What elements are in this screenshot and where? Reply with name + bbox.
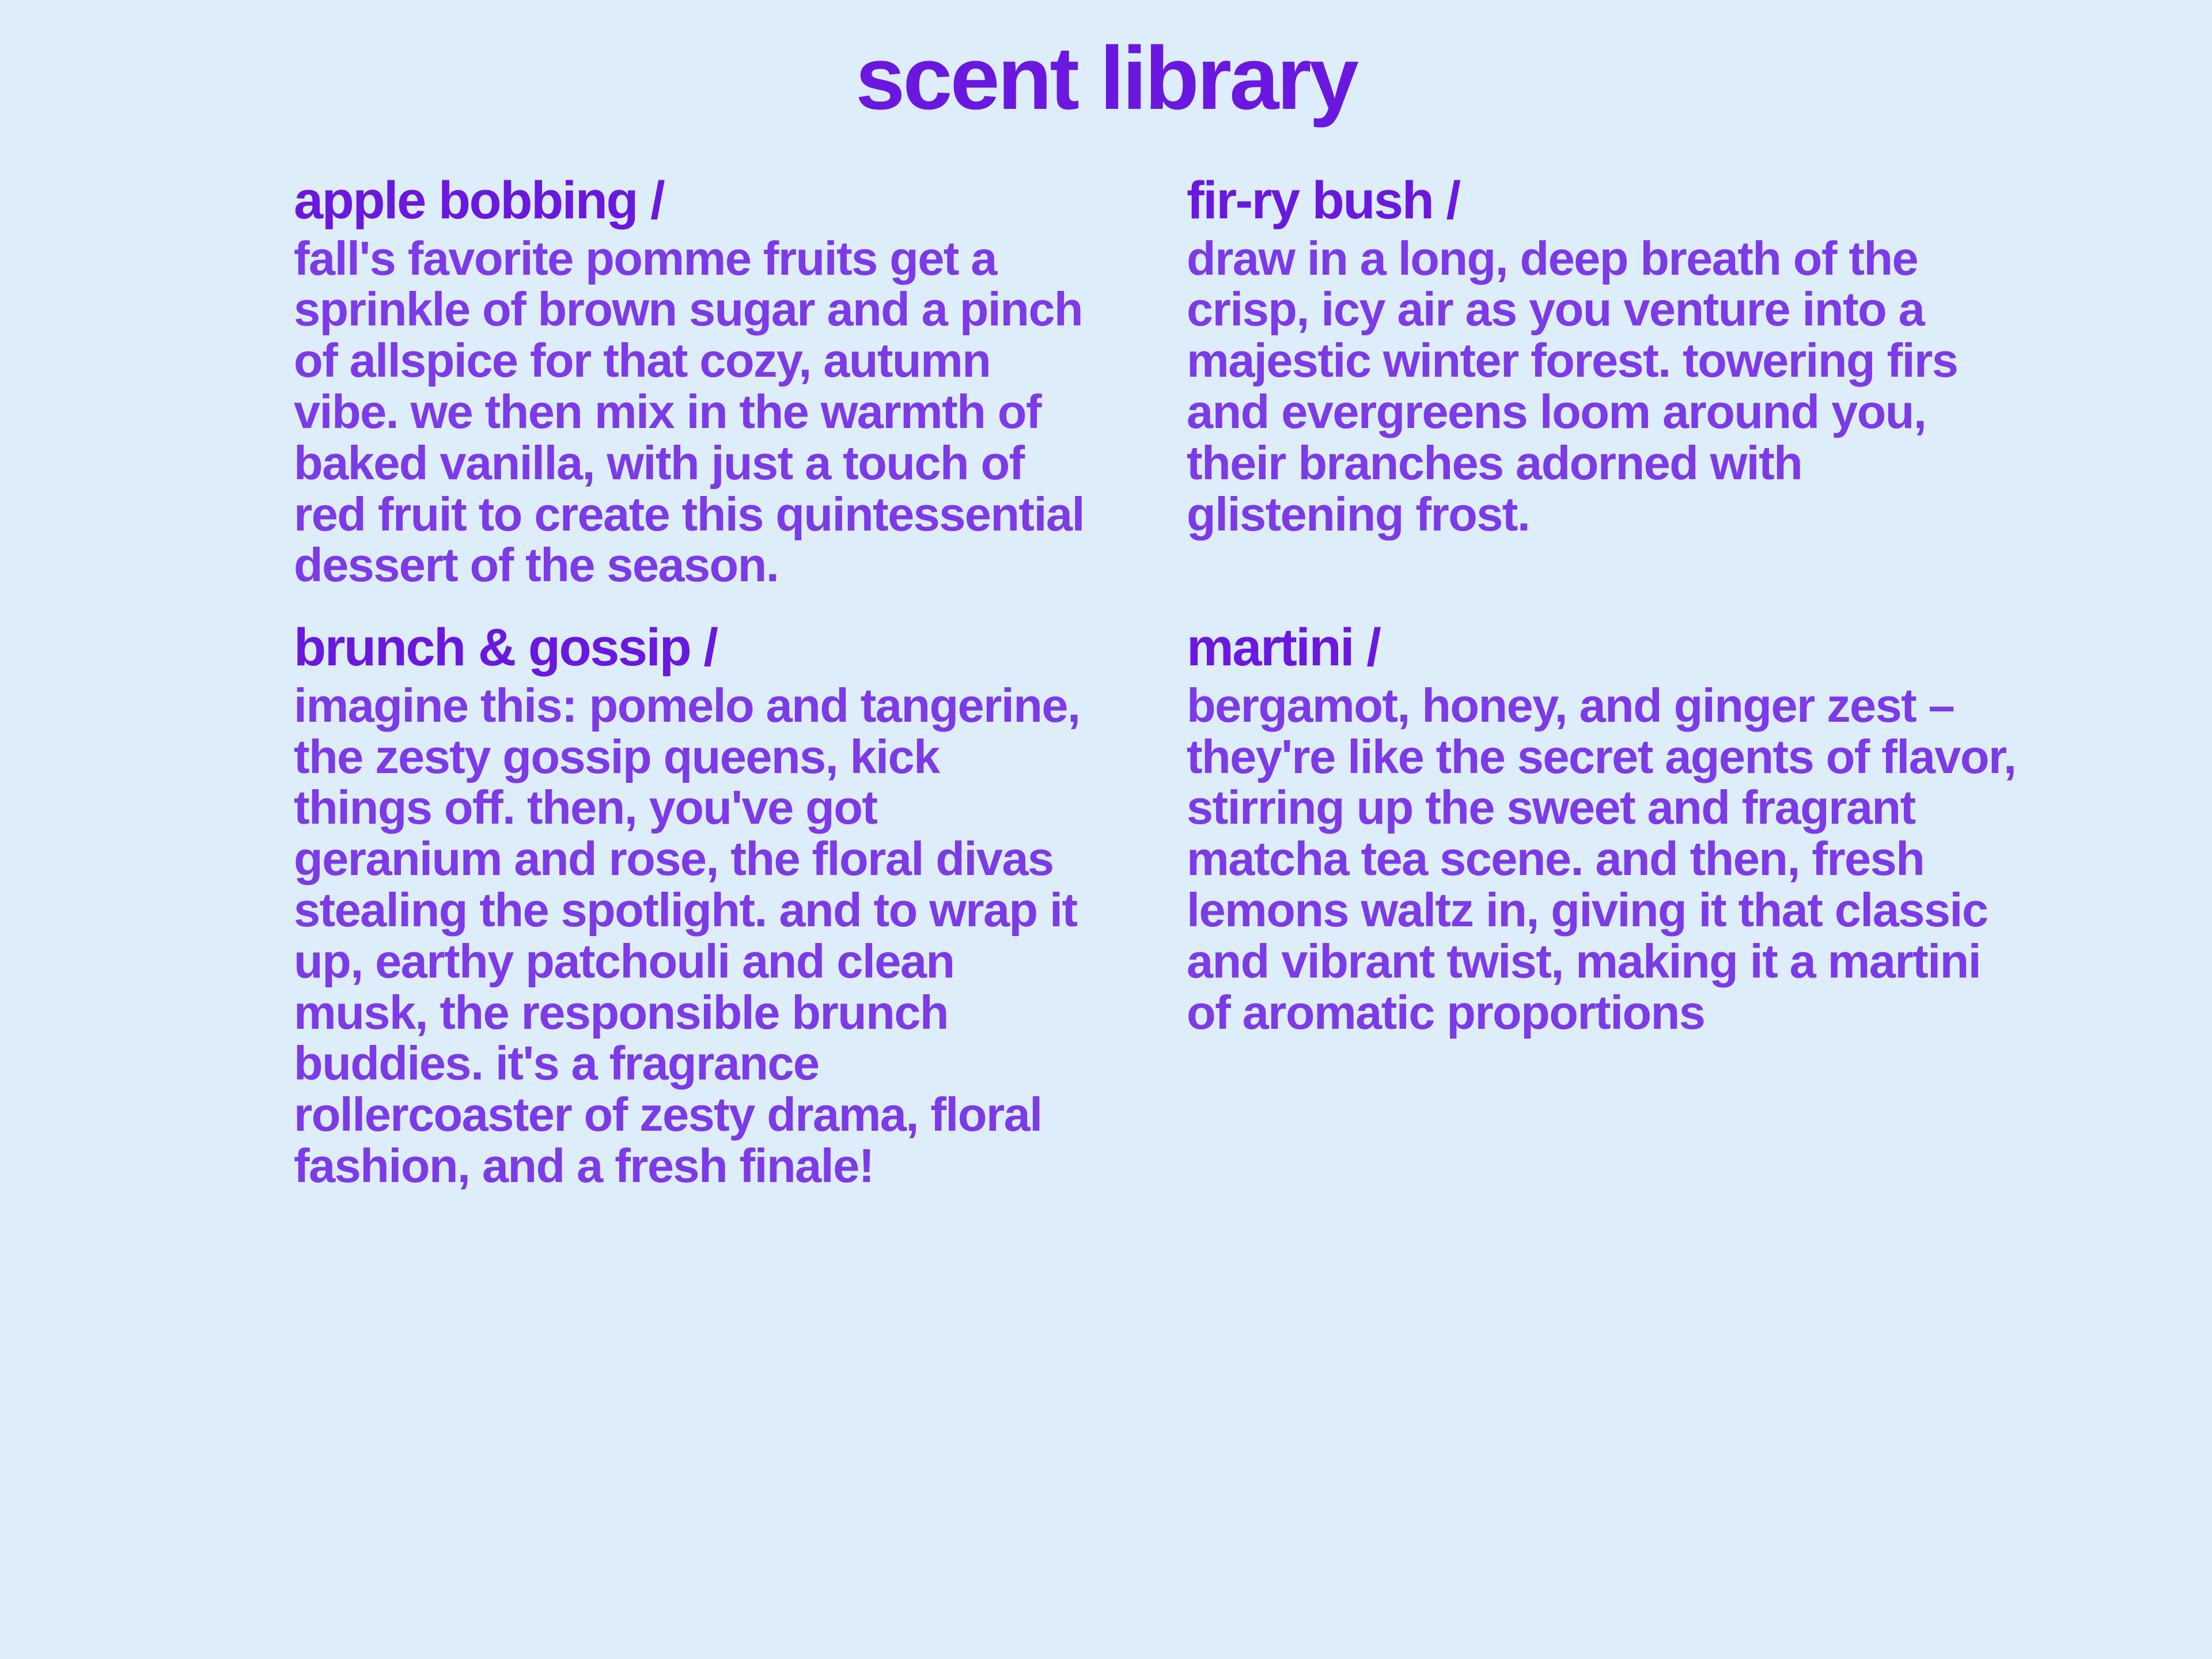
scent-entry-description: draw in a long, deep breath of the crisp, icy air as you venture into a majestic winter forest. towering firs and evergreens loom around you, their branches adorned with glistening frost.	[1187, 231, 1958, 541]
scent-entry-description: fall's favorite pomme fruits get a sprinkle of brown sugar and a pinch of allspice for that cozy, autumn vibe. we then mix in the warmth of baked vanilla, with just a touch of red fruit to create this quintessential dessert of the season.	[294, 231, 1084, 592]
scent-entry-title: apple bobbing /	[294, 171, 664, 230]
scent-entry-fir-ry-bush	[1187, 173, 2028, 591]
scent-entry-title: martini /	[1187, 618, 1380, 677]
page-title: scent library	[855, 28, 1357, 128]
scent-entry-title: brunch & gossip /	[294, 618, 717, 677]
scent-entry-description: imagine this: pomelo and tangerine, the zesty gossip queens, kick things off. then, you've got geranium and rose, the floral divas stealing the spotlight. and to wrap it up, earthy patchouli and clean musk, the responsible brunch buddies. it's a fragrance rollercoaster of zesty drama, floral fashion, and a fresh finale!	[294, 678, 1080, 1192]
scent-entry-description: bergamot, honey, and ginger zest – they're like the secret agents of flavor, stirring up the sweet and fragrant matcha tea scene. and then, fresh lemons waltz in, giving it that classic and vibrant twist, making it a martini of aromatic proportions	[1187, 678, 2016, 1039]
scent-entry-apple-bobbing	[294, 173, 1123, 591]
scent-entry-title: fir-ry bush /	[1187, 171, 1460, 230]
scent-entry-martini	[1187, 620, 2028, 1192]
scent-entry-grid	[294, 173, 2056, 1192]
scent-entry-brunch-and-gossip	[294, 620, 1123, 1192]
